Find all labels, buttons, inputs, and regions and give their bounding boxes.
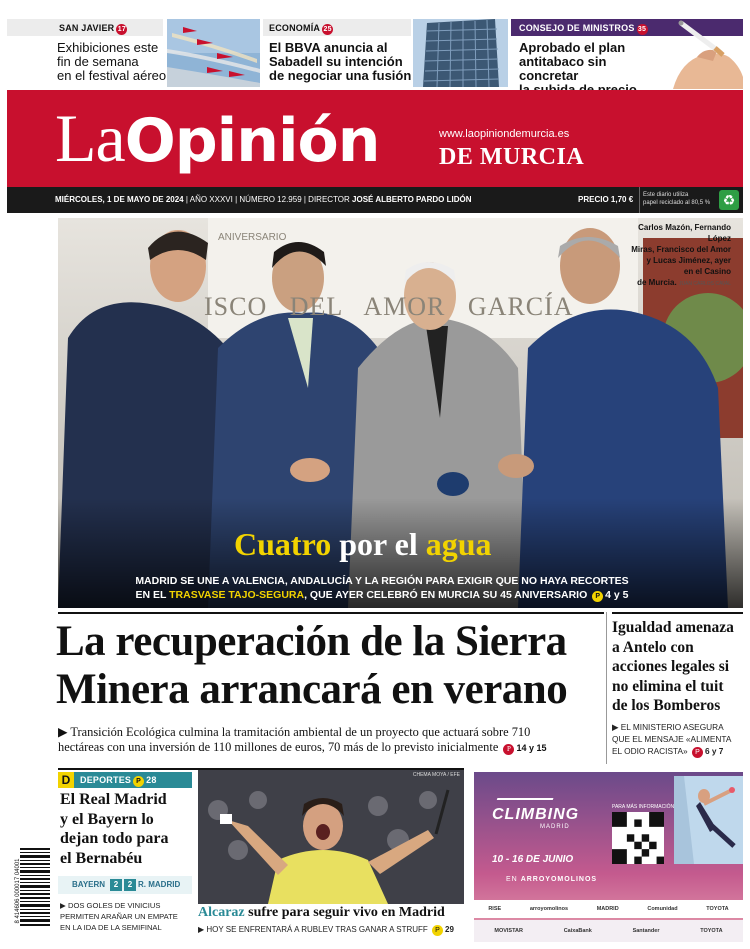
caption-line: y Lucas Jiménez, ayer <box>646 256 731 265</box>
sponsor-logo: arroyomolinos <box>529 906 569 912</box>
divider <box>612 612 743 614</box>
side-headline-line: a Antelo con <box>612 638 694 656</box>
page-ref-icon: P <box>503 744 514 755</box>
divider <box>58 612 604 614</box>
scoreboard <box>58 876 192 894</box>
masthead <box>7 90 743 187</box>
caption-line: Carlos Mazón, Fernando López <box>638 223 731 243</box>
ad-location-prefix: EN <box>506 876 518 883</box>
cigarette-hand-illustration <box>659 17 743 89</box>
sports-section-header <box>58 772 192 788</box>
ad-sponsors-2 <box>474 920 743 942</box>
issue-price: PRECIO 1,70 € <box>578 195 634 204</box>
tennis-sub-text: HOY SE ENFRENTARÁ A RUBLEV TRAS GANAR A STRUFF <box>206 925 428 934</box>
sponsor-logo: TOYOTA <box>706 906 729 912</box>
tennis-headline[interactable] <box>198 905 464 921</box>
sponsor-logo: TOYOTA <box>700 928 723 934</box>
sponsor-logo: Comunidad <box>647 906 678 912</box>
tennis-sub <box>198 925 468 936</box>
divider <box>606 612 607 764</box>
issue-date: MIÉRCOLES, 1 DE MAYO DE 2024 <box>55 195 184 204</box>
main-lead-line: hectáreas con una inversión de 110 millones de euros, 70 más de lo previsto inicialmente <box>58 740 499 754</box>
building-photo <box>413 19 508 87</box>
page-ref: 29 <box>445 925 454 934</box>
main-lead-line: Transición Ecológica culmina la tramitación ambiental de un proyecto que actuará sobre 710 <box>70 725 531 739</box>
page-ref-icon: P <box>133 776 144 787</box>
page-ref-badge: 25 <box>323 26 332 33</box>
sports-headline-line: El Real Madrid <box>60 791 167 808</box>
masthead-url[interactable]: www.laopiniondemurcia.es <box>439 128 570 140</box>
teaser-section: CONSEJO DE MINISTROS <box>519 23 635 33</box>
ad-sponsors <box>474 900 743 918</box>
director-label: DIRECTOR <box>308 195 350 204</box>
sports-section-letter: D <box>58 772 74 788</box>
side-headline[interactable] <box>612 618 746 716</box>
dateline-bar: MIÉRCOLES, 1 DE MAYO DE 2024 | AÑO XXXVI | NÚMERO 12.959 | DIRECTOR JOSÉ ALBERTO PARDO LIDÓN PRECIO 1,70 € Este diario utiliza papel reciclado al 80,5 % ♻ <box>7 187 743 213</box>
ad-location: ARROYOMOLINOS <box>520 876 598 883</box>
teaser-line: fin de semana <box>57 54 139 69</box>
tennis-photo-illustration <box>198 770 464 904</box>
side-summary <box>612 721 746 758</box>
side-summary-line: QUE EL MENSAJE «ALIMENTA <box>612 734 732 744</box>
masthead-region: DE MURCIA <box>439 144 585 170</box>
page-ref: 28 <box>146 775 157 785</box>
teaser-line: El BBVA anuncia al <box>269 40 388 55</box>
teaser-consejo-ministros[interactable] <box>511 17 743 89</box>
main-lead <box>58 725 606 756</box>
teaser-line: de negociar una fusión <box>269 68 412 83</box>
ad-title: CLIMBING <box>492 806 580 823</box>
caption-line: en el Casino <box>683 267 731 276</box>
side-headline-line: Igualdad amenaza <box>612 619 734 636</box>
page-ref: 4 y 5 <box>605 589 629 601</box>
page-ref-icon: P <box>592 591 603 602</box>
sports-headline-line: dejan todo para <box>60 830 169 847</box>
main-headline-line: Minera arrancará en verano <box>56 666 568 713</box>
hero-subhead-highlight: TRASVASE TAJO-SEGURA <box>169 589 305 601</box>
barcode-digits: 8 414606 000017 04001 <box>15 858 21 924</box>
banner-top-text: ANIVERSARIO <box>218 232 287 243</box>
team-home: BAYERN <box>72 880 106 889</box>
barcode <box>8 848 50 940</box>
sports-summary-line: PERMITEN ARAÑAR UN EMPATE <box>60 912 178 921</box>
main-headline-line: La recuperación de la Sierra <box>56 618 567 665</box>
issue-year: AÑO XXXVI <box>189 195 233 204</box>
issue-number: NÚMERO 12.959 <box>239 195 302 204</box>
sports-section-label: DEPORTES <box>80 775 132 785</box>
hero-subhead-text: , QUE AYER CELEBRÓ EN MURCIA SU 45 ANIVERSARIO <box>304 589 588 601</box>
score-home: 2 <box>110 879 122 891</box>
photo-credit: CHEMA MOYA / EFE <box>412 772 460 778</box>
ad-dates: 10 - 16 DE JUNIO <box>492 854 574 865</box>
sports-headline-line: el Bernabéu <box>60 849 143 867</box>
masthead-la: La <box>55 100 125 176</box>
arrow-icon: ▶ <box>58 725 68 739</box>
teaser-line: Sabadell su intención <box>269 54 403 69</box>
arrow-icon: ▶ <box>612 722 619 732</box>
barcode-bars <box>20 848 50 928</box>
ad-info: PARA MÁS INFORMACIÓN <box>612 804 675 810</box>
sponsor-logo: MADRID <box>596 906 619 912</box>
recycle-icon: ♻ <box>719 190 739 210</box>
teaser-line: Aprobado el plan <box>519 40 626 55</box>
masthead-opinion: Opinión <box>124 106 380 176</box>
teaser-san-javier[interactable] <box>7 17 259 89</box>
climbing-ad[interactable] <box>474 772 743 942</box>
hero-headline-word: Cuatro <box>234 526 332 562</box>
sponsor-logo: Santander <box>632 928 660 934</box>
side-headline-line: no elimina el tuit <box>612 677 724 695</box>
page-ref: 14 y 15 <box>516 743 547 753</box>
sports-summary-line: DOS GOLES DE VINICIUS <box>67 901 161 910</box>
sports-summary-line: EN LA IDA DE LA SEMIFINAL <box>60 923 162 932</box>
photo-credit: JUAN CARLOS CAVAL <box>678 281 731 287</box>
teaser-section: ECONOMÍA <box>269 23 321 33</box>
recycled-note: Este diario utiliza <box>643 192 689 198</box>
climber-photo <box>674 776 743 864</box>
page-ref: 6 y 7 <box>704 746 724 756</box>
sponsor-logo: RISE <box>488 906 502 912</box>
caption-line: de Murcia. <box>637 278 677 287</box>
hero-subhead-line: MADRID SE UNE A VALENCIA, ANDALUCÍA Y LA REGIÓN PARA EXIGIR QUE NO HAYA RECORTES <box>135 575 629 587</box>
hero-headline-word: por el <box>339 526 418 562</box>
sports-summary <box>60 900 196 933</box>
page-ref-icon: P <box>432 925 443 936</box>
hero-photo[interactable] <box>58 218 743 608</box>
main-headline[interactable] <box>56 618 604 714</box>
page-ref-badge: 35 <box>637 26 647 33</box>
teaser-economia[interactable] <box>263 17 508 89</box>
team-away: R. MADRID <box>138 880 181 889</box>
sponsor-logo: CaixaBank <box>563 928 592 934</box>
photo-caption <box>621 222 731 290</box>
hero-headline-word: agua <box>425 526 492 562</box>
recycled-note: papel reciclado al 80,5 % <box>643 200 711 206</box>
qr-code[interactable] <box>612 812 664 864</box>
ad-subtitle: MADRID <box>540 824 570 830</box>
teaser-line: antitabaco sin concretar <box>519 54 607 83</box>
side-summary-line: EL MINISTERIO ASEGURA <box>620 722 724 732</box>
hero-headline <box>234 526 492 563</box>
air-show-photo <box>167 19 260 87</box>
director-name: JOSÉ ALBERTO PARDO LIDÓN <box>352 195 472 204</box>
hero-subhead-text: EN EL <box>135 589 167 601</box>
page-ref-badge: 17 <box>117 26 126 33</box>
tennis-headline-name: Alcaraz <box>198 905 245 920</box>
teaser-line: en el festival aéreo <box>57 68 167 83</box>
sports-headline-line: y el Bayern lo <box>60 810 154 828</box>
sponsor-logo: MOVISTAR <box>494 928 523 934</box>
hero-subhead <box>58 574 706 602</box>
side-headline-line: de los Bomberos <box>612 697 721 714</box>
caption-line: Miras, Francisco del Amor <box>631 245 731 254</box>
side-summary-line: EL ODIO RACISTA» <box>612 746 688 756</box>
arrow-icon: ▶ <box>60 901 66 910</box>
teaser-strip <box>7 17 743 89</box>
sports-headline[interactable] <box>60 790 194 868</box>
teaser-line: Exhibiciones este <box>57 40 159 55</box>
side-headline-line: acciones legales si <box>612 658 730 675</box>
banner-text: ISCO DEL AMOR GARCÍA <box>204 292 574 321</box>
tennis-photo[interactable] <box>198 770 464 904</box>
page-ref-icon: P <box>692 747 703 758</box>
arrow-icon: ▶ <box>198 925 205 934</box>
tennis-headline-text: sufre para seguir vivo en Madrid <box>248 905 445 920</box>
score-away: 2 <box>124 879 136 891</box>
teaser-section: SAN JAVIER <box>59 23 115 33</box>
